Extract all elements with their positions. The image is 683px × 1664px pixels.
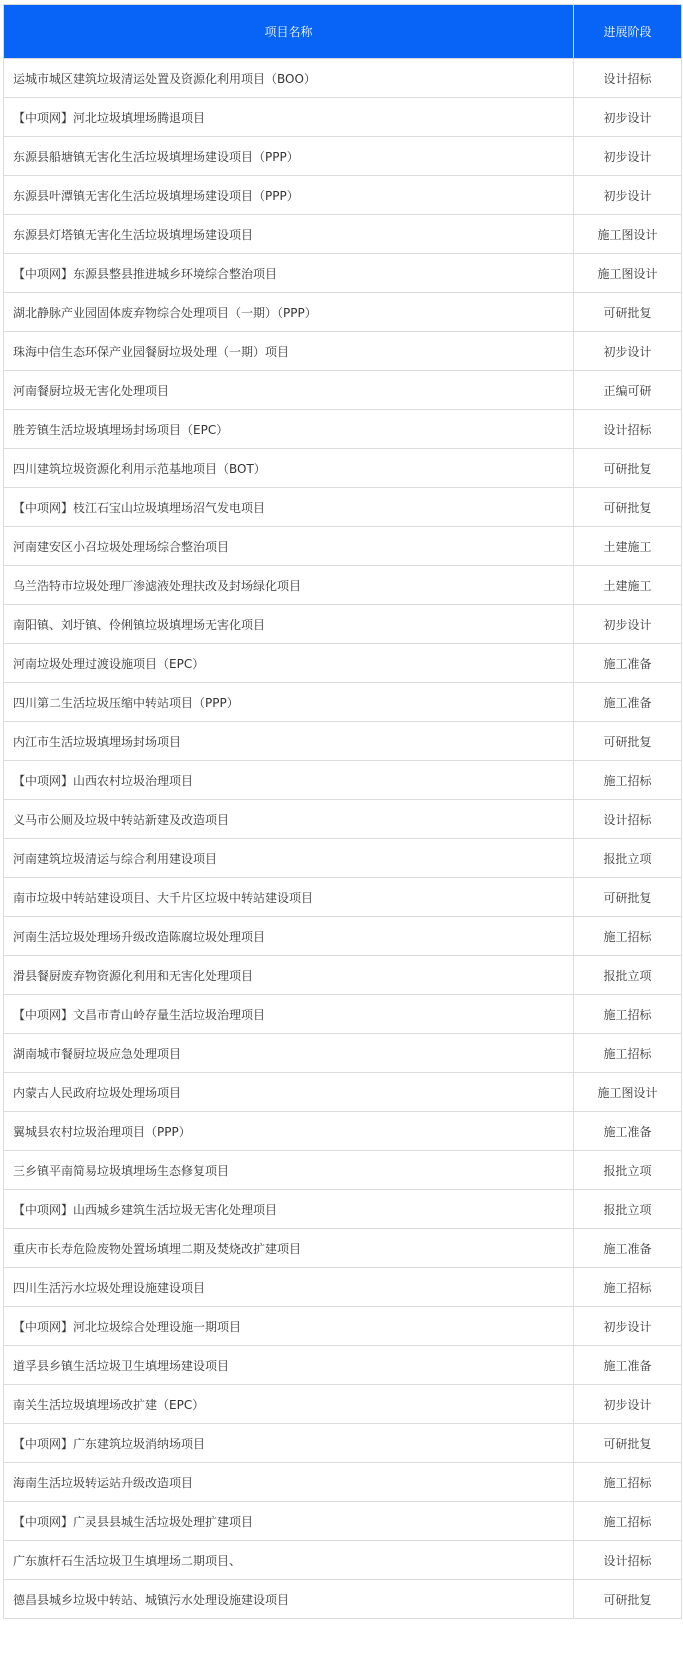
- project-name-cell: 【中项网】山西城乡建筑生活垃圾无害化处理项目: [4, 1190, 574, 1229]
- table-row: [4, 1190, 682, 1229]
- project-name-cell: 南阳镇、刘圩镇、伶俐镇垃圾填埋场无害化项目: [4, 605, 574, 644]
- table-row: [4, 1541, 682, 1580]
- table-row: [4, 254, 682, 293]
- table-row: [4, 1073, 682, 1112]
- table-row: [4, 215, 682, 254]
- progress-stage-cell: 施工招标: [574, 761, 682, 800]
- table-row: [4, 1580, 682, 1619]
- table-body: [4, 59, 682, 1619]
- table-row: [4, 527, 682, 566]
- progress-stage-cell: 土建施工: [574, 527, 682, 566]
- progress-stage-cell: 施工准备: [574, 1229, 682, 1268]
- progress-stage-cell: 初步设计: [574, 98, 682, 137]
- table-row: [4, 800, 682, 839]
- project-name-cell: 河南餐厨垃圾无害化处理项目: [4, 371, 574, 410]
- progress-stage-cell: 施工招标: [574, 995, 682, 1034]
- table-row: [4, 1229, 682, 1268]
- progress-stage-cell: 报批立项: [574, 956, 682, 995]
- progress-stage-cell: 正编可研: [574, 371, 682, 410]
- project-name-cell: 乌兰浩特市垃圾处理厂渗滤液处理扶改及封场绿化项目: [4, 566, 574, 605]
- project-name-cell: 胜芳镇生活垃圾填埋场封场项目（EPC）: [4, 410, 574, 449]
- table-row: [4, 1268, 682, 1307]
- table-row: [4, 137, 682, 176]
- progress-stage-cell: 可研批复: [574, 722, 682, 761]
- project-name-cell: 重庆市长寿危险废物处置场填埋二期及焚烧改扩建项目: [4, 1229, 574, 1268]
- progress-stage-cell: 施工招标: [574, 1502, 682, 1541]
- progress-stage-cell: 可研批复: [574, 488, 682, 527]
- table-row: [4, 98, 682, 137]
- project-name-cell: 东源县船塘镇无害化生活垃圾填埋场建设项目（PPP）: [4, 137, 574, 176]
- progress-stage-cell: 施工准备: [574, 644, 682, 683]
- progress-stage-cell: 报批立项: [574, 1151, 682, 1190]
- project-name-cell: 南关生活垃圾填埋场改扩建（EPC）: [4, 1385, 574, 1424]
- progress-stage-cell: 施工准备: [574, 683, 682, 722]
- progress-stage-cell: 设计招标: [574, 410, 682, 449]
- progress-stage-cell: 可研批复: [574, 293, 682, 332]
- project-name-cell: 河南生活垃圾处理场升级改造陈腐垃圾处理项目: [4, 917, 574, 956]
- table-row: [4, 683, 682, 722]
- table-row: [4, 293, 682, 332]
- table-row: [4, 371, 682, 410]
- table-row: [4, 1502, 682, 1541]
- project-name-cell: 河南建筑垃圾清运与综合利用建设项目: [4, 839, 574, 878]
- project-name-cell: 道孚县乡镇生活垃圾卫生填埋场建设项目: [4, 1346, 574, 1385]
- project-name-cell: 【中项网】河北垃圾综合处理设施一期项目: [4, 1307, 574, 1346]
- table-row: [4, 1424, 682, 1463]
- progress-stage-cell: 设计招标: [574, 1541, 682, 1580]
- progress-stage-cell: 可研批复: [574, 449, 682, 488]
- progress-stage-cell: 报批立项: [574, 839, 682, 878]
- table-row: [4, 449, 682, 488]
- progress-stage-cell: 施工图设计: [574, 1073, 682, 1112]
- progress-stage-cell: 施工招标: [574, 917, 682, 956]
- project-name-cell: 四川第二生活垃圾压缩中转站项目（PPP）: [4, 683, 574, 722]
- progress-stage-cell: 初步设计: [574, 332, 682, 371]
- table-row: [4, 566, 682, 605]
- project-name-cell: 滑县餐厨废弃物资源化利用和无害化处理项目: [4, 956, 574, 995]
- table-row: [4, 410, 682, 449]
- project-name-cell: 湖北静脉产业园固体废弃物综合处理项目（一期）（PPP）: [4, 293, 574, 332]
- progress-stage-cell: 初步设计: [574, 176, 682, 215]
- table-row: [4, 1307, 682, 1346]
- progress-stage-cell: 施工图设计: [574, 215, 682, 254]
- progress-stage-cell: 可研批复: [574, 878, 682, 917]
- progress-stage-cell: 初步设计: [574, 605, 682, 644]
- table-row: [4, 176, 682, 215]
- project-name-cell: 【中项网】广东建筑垃圾消纳场项目: [4, 1424, 574, 1463]
- table-row: [4, 1346, 682, 1385]
- project-name-cell: 东源县灯塔镇无害化生活垃圾填埋场建设项目: [4, 215, 574, 254]
- progress-stage-cell: 施工招标: [574, 1034, 682, 1073]
- progress-stage-cell: 施工招标: [574, 1268, 682, 1307]
- project-name-cell: 【中项网】枝江石宝山垃圾填埋场沼气发电项目: [4, 488, 574, 527]
- table-row: [4, 761, 682, 800]
- project-name-cell: 河南建安区小召垃圾处理场综合整治项目: [4, 527, 574, 566]
- project-name-cell: 四川生活污水垃圾处理设施建设项目: [4, 1268, 574, 1307]
- progress-stage-cell: 土建施工: [574, 566, 682, 605]
- table-header-row: [4, 5, 682, 59]
- header-project-name: 项目名称: [4, 5, 574, 59]
- project-name-cell: 义马市公厕及垃圾中转站新建及改造项目: [4, 800, 574, 839]
- table-row: [4, 995, 682, 1034]
- table-row: [4, 878, 682, 917]
- progress-stage-cell: 可研批复: [574, 1580, 682, 1619]
- progress-stage-cell: 设计招标: [574, 800, 682, 839]
- progress-stage-cell: 施工图设计: [574, 254, 682, 293]
- table-row: [4, 1385, 682, 1424]
- project-name-cell: 河南垃圾处理过渡设施项目（EPC）: [4, 644, 574, 683]
- project-name-cell: 海南生活垃圾转运站升级改造项目: [4, 1463, 574, 1502]
- table-row: [4, 722, 682, 761]
- progress-stage-cell: 施工招标: [574, 1463, 682, 1502]
- progress-stage-cell: 可研批复: [574, 1424, 682, 1463]
- table-row: [4, 1463, 682, 1502]
- table-row: [4, 605, 682, 644]
- project-table: [3, 4, 682, 1619]
- table-row: [4, 956, 682, 995]
- project-name-cell: 湖南城市餐厨垃圾应急处理项目: [4, 1034, 574, 1073]
- table-row: [4, 644, 682, 683]
- table-row: [4, 839, 682, 878]
- header-progress-stage: 进展阶段: [574, 5, 682, 59]
- project-name-cell: 内蒙古人民政府垃圾处理场项目: [4, 1073, 574, 1112]
- project-name-cell: 运城市城区建筑垃圾清运处置及资源化利用项目（BOO）: [4, 59, 574, 98]
- project-name-cell: 内江市生活垃圾填埋场封场项目: [4, 722, 574, 761]
- progress-stage-cell: 设计招标: [574, 59, 682, 98]
- table-row: [4, 332, 682, 371]
- project-name-cell: 东源县叶潭镇无害化生活垃圾填埋场建设项目（PPP）: [4, 176, 574, 215]
- project-name-cell: 广东旗杆石生活垃圾卫生填埋场二期项目、: [4, 1541, 574, 1580]
- progress-stage-cell: 初步设计: [574, 1307, 682, 1346]
- table-row: [4, 59, 682, 98]
- progress-stage-cell: 初步设计: [574, 1385, 682, 1424]
- project-name-cell: 珠海中信生态环保产业园餐厨垃圾处理（一期）项目: [4, 332, 574, 371]
- project-name-cell: 【中项网】广灵县县城生活垃圾处理扩建项目: [4, 1502, 574, 1541]
- project-name-cell: 【中项网】文昌市青山岭存量生活垃圾治理项目: [4, 995, 574, 1034]
- project-name-cell: 南市垃圾中转站建设项目、大千片区垃圾中转站建设项目: [4, 878, 574, 917]
- progress-stage-cell: 施工准备: [574, 1346, 682, 1385]
- project-table-container: [3, 4, 681, 1619]
- table-row: [4, 1112, 682, 1151]
- project-name-cell: 【中项网】山西农村垃圾治理项目: [4, 761, 574, 800]
- progress-stage-cell: 初步设计: [574, 137, 682, 176]
- project-name-cell: 德昌县城乡垃圾中转站、城镇污水处理设施建设项目: [4, 1580, 574, 1619]
- project-name-cell: 四川建筑垃圾资源化利用示范基地项目（BOT）: [4, 449, 574, 488]
- table-row: [4, 1151, 682, 1190]
- progress-stage-cell: 报批立项: [574, 1190, 682, 1229]
- progress-stage-cell: 施工准备: [574, 1112, 682, 1151]
- table-row: [4, 917, 682, 956]
- table-row: [4, 488, 682, 527]
- project-name-cell: 翼城县农村垃圾治理项目（PPP）: [4, 1112, 574, 1151]
- project-name-cell: 【中项网】河北垃圾填埋场腾退项目: [4, 98, 574, 137]
- table-row: [4, 1034, 682, 1073]
- project-name-cell: 三乡镇平南简易垃圾填埋场生态修复项目: [4, 1151, 574, 1190]
- project-name-cell: 【中项网】东源县整县推进城乡环境综合整治项目: [4, 254, 574, 293]
